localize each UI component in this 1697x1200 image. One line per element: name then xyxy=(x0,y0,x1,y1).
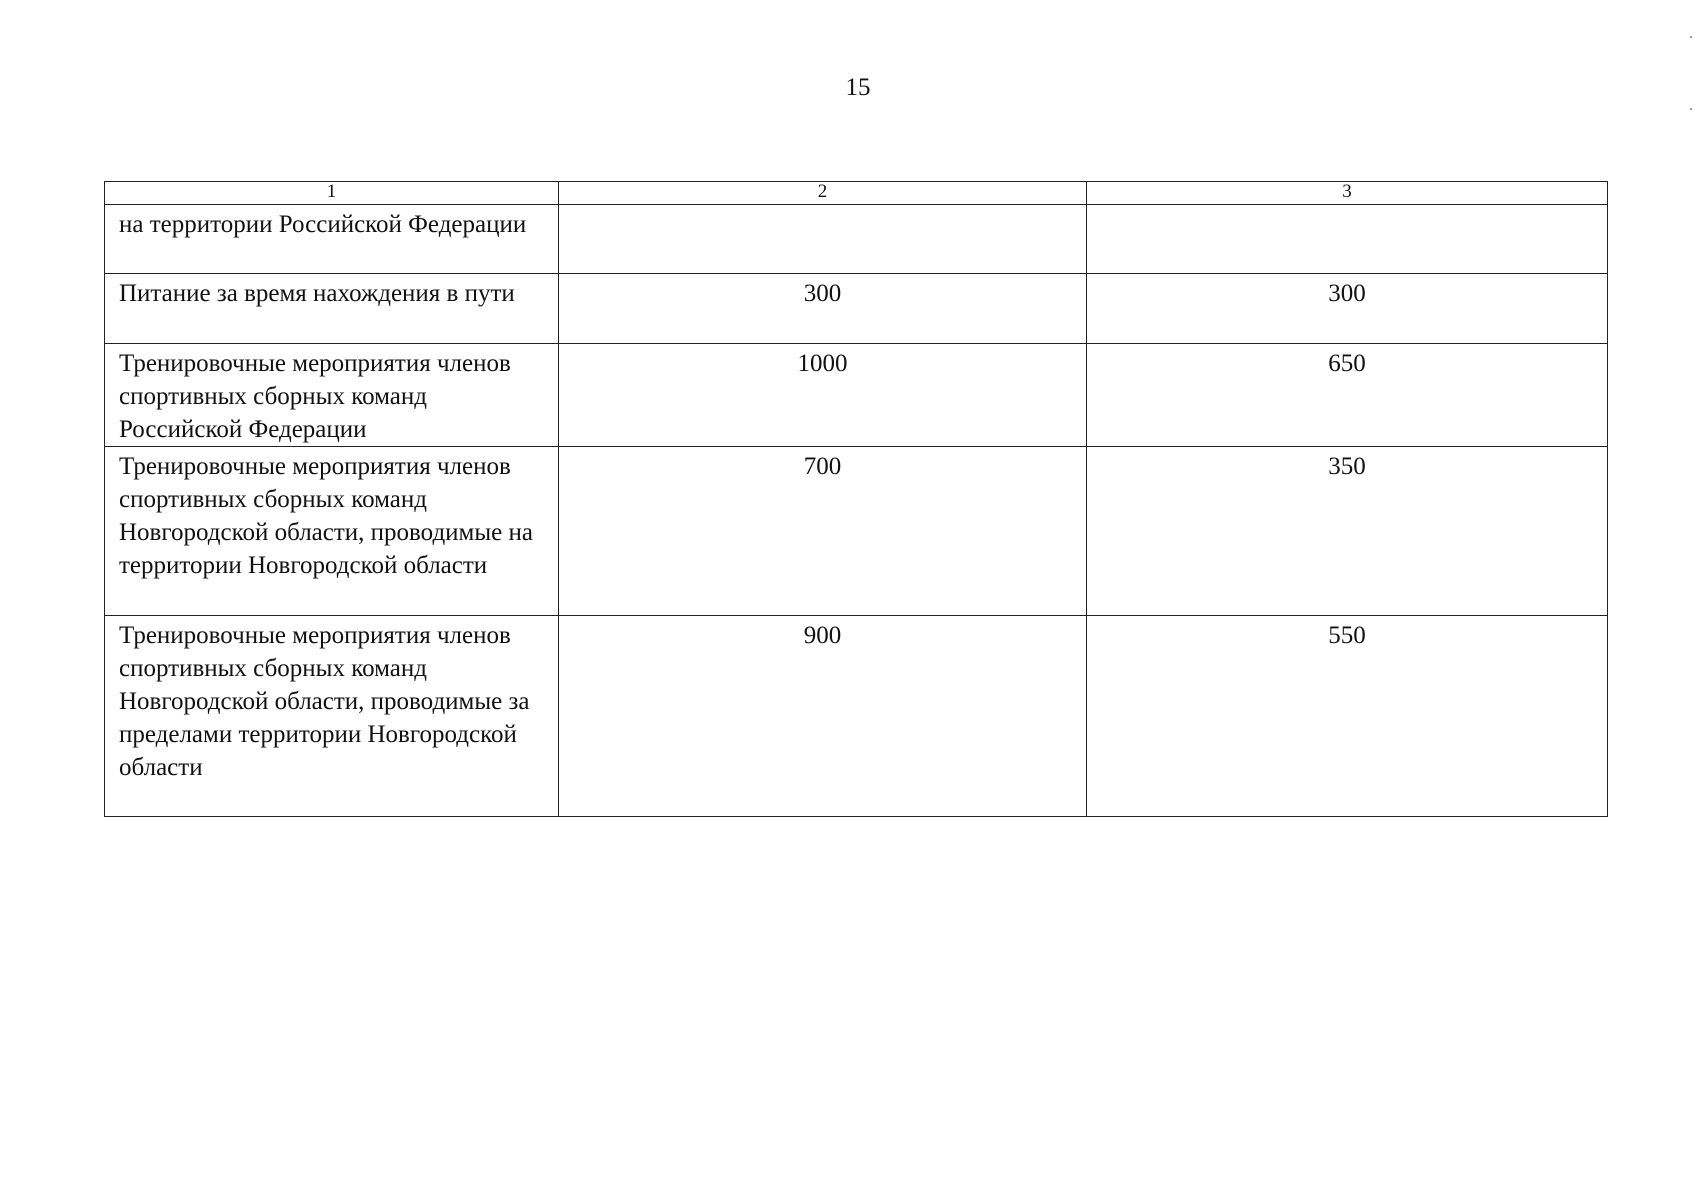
table-row xyxy=(105,447,1608,616)
row-label: Тренировочные мероприятия членов спортивных сборных команд Российской Федерации xyxy=(105,344,559,447)
row-value-col3: 550 xyxy=(1087,616,1608,817)
row-value-col2: 300 xyxy=(559,274,1087,344)
row-label: Тренировочные мероприятия членов спортивных сборных команд Новгородской области, проводимые за пределами территории Новгородской области xyxy=(105,616,559,817)
column-header-1: 1 xyxy=(105,182,559,205)
data-table xyxy=(104,181,1608,817)
row-value-col3 xyxy=(1087,205,1608,274)
scan-artifact xyxy=(1690,108,1692,110)
table-row xyxy=(105,274,1608,344)
table-header-row xyxy=(105,182,1608,205)
table-row xyxy=(105,205,1608,274)
row-value-col3: 350 xyxy=(1087,447,1608,616)
page-number: 15 xyxy=(845,74,871,101)
row-value-col2 xyxy=(559,205,1087,274)
row-value-col2: 700 xyxy=(559,447,1087,616)
table-row xyxy=(105,344,1608,447)
row-value-col3: 650 xyxy=(1087,344,1608,447)
row-label: на территории Российской Федерации xyxy=(105,205,559,274)
column-header-2: 2 xyxy=(559,182,1087,205)
scan-artifact xyxy=(1690,36,1692,38)
column-header-3: 3 xyxy=(1087,182,1608,205)
row-value-col2: 900 xyxy=(559,616,1087,817)
row-value-col2: 1000 xyxy=(559,344,1087,447)
row-label: Тренировочные мероприятия членов спортивных сборных команд Новгородской области, проводимые на территории Новгородской области xyxy=(105,447,559,616)
row-value-col3: 300 xyxy=(1087,274,1608,344)
table-row xyxy=(105,616,1608,817)
row-label: Питание за время нахождения в пути xyxy=(105,274,559,344)
